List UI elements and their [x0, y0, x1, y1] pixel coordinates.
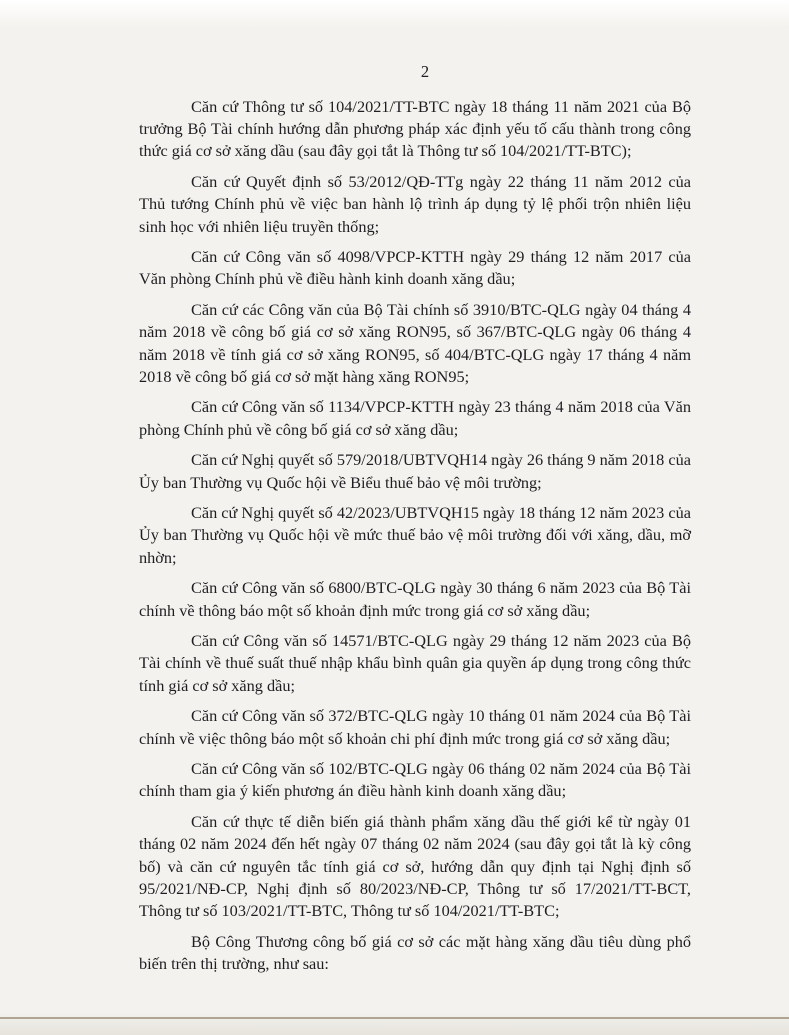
paragraph-legal-basis: Căn cứ Công văn số 102/BTC-QLG ngày 06 tháng 02 năm 2024 của Bộ Tài chính tham gia ý kiến phương án điều hành kinh doanh xăng dầu;: [139, 759, 691, 801]
scan-edge-top: [0, 0, 789, 28]
paragraph-legal-basis: Căn cứ Nghị quyết số 42/2023/UBTVQH15 ngày 18 tháng 12 năm 2023 của Ủy ban Thường vụ Quốc hội về mức thuế bảo vệ môi trường đối với xăng, dầu, mỡ nhờn;: [139, 503, 691, 567]
paragraph-legal-basis: Căn cứ Công văn số 372/BTC-QLG ngày 10 tháng 01 năm 2024 của Bộ Tài chính về việc thông báo một số khoản chi phí định mức trong giá cơ sở xăng dầu;: [139, 706, 691, 748]
paragraph-legal-basis: Căn cứ Công văn số 1134/VPCP-KTTH ngày 23 tháng 4 năm 2018 của Văn phòng Chính phủ về công bố giá cơ sở xăng dầu;: [139, 397, 691, 439]
paragraph-legal-basis: Căn cứ Nghị quyết số 579/2018/UBTVQH14 ngày 26 tháng 9 năm 2018 của Ủy ban Thường vụ Quốc hội về Biểu thuế bảo vệ môi trường;: [139, 450, 691, 492]
paragraph-legal-basis: Căn cứ Công văn số 6800/BTC-QLG ngày 30 tháng 6 năm 2023 của Bộ Tài chính về thông báo một số khoản định mức trong giá cơ sở xăng dầu;: [139, 578, 691, 620]
document-body: [139, 96, 691, 984]
paragraph-legal-basis: Căn cứ các Công văn của Bộ Tài chính số 3910/BTC-QLG ngày 04 tháng 4 năm 2018 về công bố giá cơ sở xăng RON95, số 367/BTC-QLG ngày 06 tháng 4 năm 2018 về tính giá cơ sở xăng RON95, số 404/BTC-QLG ngày 17 tháng 4 năm 2018 về công bố giá cơ sở mặt hàng xăng RON95;: [139, 300, 691, 386]
paragraph-legal-basis: Căn cứ Thông tư số 104/2021/TT-BTC ngày 18 tháng 11 năm 2021 của Bộ trưởng Bộ Tài chính hướng dẫn phương pháp xác định yếu tố cấu thành trong công thức giá cơ sở xăng dầu (sau đây gọi tắt là Thông tư số 104/2021/TT-BTC);: [139, 97, 691, 161]
paragraph-legal-basis: Căn cứ Công văn số 4098/VPCP-KTTH ngày 29 tháng 12 năm 2017 của Văn phòng Chính phủ về điều hành kinh doanh xăng dầu;: [139, 247, 691, 289]
page-number: 2: [420, 62, 430, 81]
page-bottom-edge: [0, 1017, 789, 1019]
paragraph-legal-basis: Căn cứ Công văn số 14571/BTC-QLG ngày 29 tháng 12 năm 2023 của Bộ Tài chính về thuế suất thuế nhập khẩu bình quân gia quyền áp dụng trong công thức tính giá cơ sở xăng dầu;: [139, 631, 691, 695]
paragraph-announcement: Bộ Công Thương công bố giá cơ sở các mặt hàng xăng dầu tiêu dùng phổ biến trên thị trường, như sau:: [139, 931, 691, 973]
scan-edge-bottom: [0, 1012, 789, 1035]
paragraph-price-basis: Căn cứ thực tế diễn biến giá thành phẩm xăng dầu thế giới kể từ ngày 01 tháng 02 năm 2024 đến hết ngày 07 tháng 02 năm 2024 (sau đây gọi tắt là kỳ công bố) và căn cứ nguyên tắc tính giá cơ sở, hướng dẫn quy định tại Nghị định số 95/2021/NĐ-CP, Nghị định số 80/2023/NĐ-CP, Thông tư số 17/2021/TT-BCT, Thông tư số 103/2021/TT-BTC, Thông tư số 104/2021/TT-BTC;: [139, 812, 691, 920]
paragraph-legal-basis: Căn cứ Quyết định số 53/2012/QĐ-TTg ngày 22 tháng 11 năm 2012 của Thủ tướng Chính phủ về việc ban hành lộ trình áp dụng tỷ lệ phối trộn nhiên liệu sinh học với nhiên liệu truyền thống;: [139, 172, 691, 236]
